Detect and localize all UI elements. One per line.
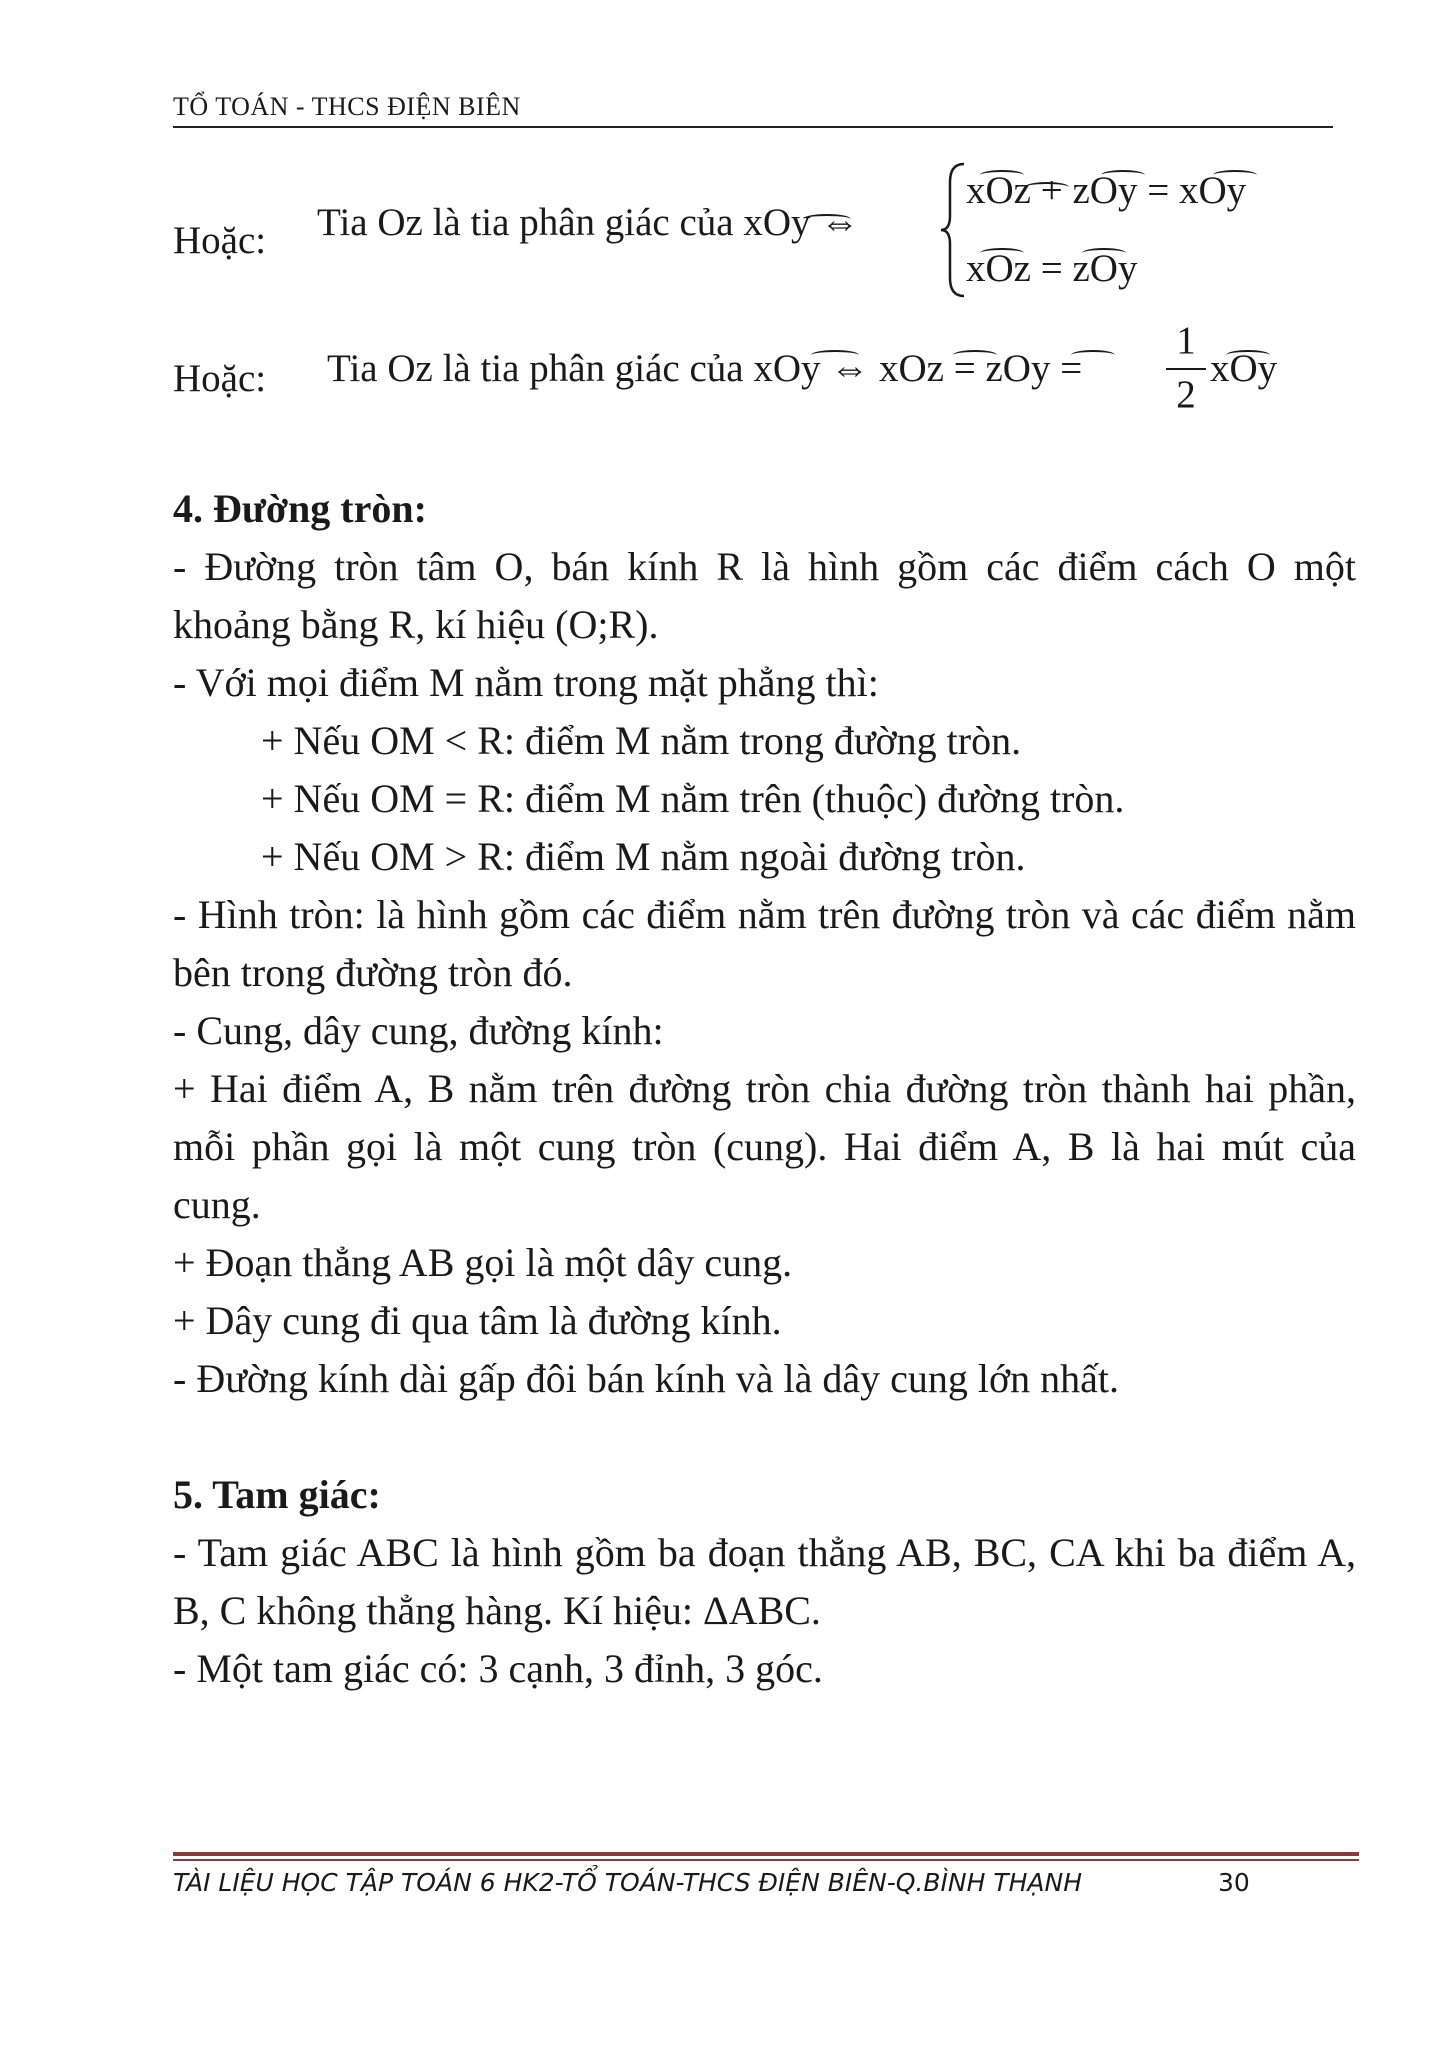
footer-rule: [173, 1852, 1359, 1856]
paragraph: + Nếu OM < R: điểm M nằm trong đường tròn.: [261, 718, 1022, 763]
paragraph: + Hai điểm A, B nằm trên đường tròn chia đường tròn thành hai phần, mỗi phần gọi là một cung tròn (cung). Hai điểm A, B là hai mút của cung.: [173, 1066, 1356, 1227]
angle-mark: [1071, 350, 1115, 360]
angle-mark: [1101, 170, 1145, 180]
left-brace-icon: [938, 160, 968, 300]
paragraph: + Nếu OM = R: điểm M nằm trên (thuộc) đường tròn.: [261, 776, 1125, 821]
paragraph: + Dây cung đi qua tâm là đường kính.: [173, 1298, 782, 1343]
fraction-bar: [1166, 368, 1206, 370]
footer-rule: [173, 1859, 1359, 1861]
fraction-denominator: 2: [1176, 373, 1196, 416]
formula1-label: Hoặc:: [173, 219, 267, 262]
angle-mark: [980, 170, 1024, 180]
page-header: [173, 88, 1333, 128]
paragraph: - Hình tròn: là hình gồm các điểm nằm trên đường tròn và các điểm nằm bên trong đường tròn đó.: [173, 892, 1356, 995]
fraction-numerator: 1: [1176, 319, 1196, 362]
formula2-label: Hoặc:: [173, 357, 267, 400]
page-number: 30: [1218, 1868, 1250, 1897]
angle-mark: [1082, 248, 1126, 258]
main-content: [173, 480, 1356, 1698]
section5-title: 5. Tam giác:: [173, 1472, 381, 1517]
angle-mark: [980, 248, 1024, 258]
paragraph: + Đoạn thẳng AB gọi là một dây cung.: [173, 1240, 793, 1285]
section4-title: 4. Đường tròn:: [173, 486, 427, 531]
formula2-rhs: xOy: [1210, 347, 1278, 390]
angle-mark: [1226, 350, 1270, 360]
header-text: TỔ TOÁN - THCS ĐIỆN BIÊN: [173, 92, 521, 121]
paragraph: - Đường kính dài gấp đôi bán kính và là dây cung lớn nhất.: [173, 1356, 1120, 1401]
formula1-lhs: Tia Oz là tia phân giác của xOy ⇔: [317, 201, 860, 244]
angle-mark: [953, 350, 997, 360]
paragraph: - Cung, dây cung, đường kính:: [173, 1008, 664, 1053]
formula2-lhs: Tia Oz là tia phân giác của xOy ⇔ xOz = zOy =: [327, 347, 1083, 390]
angle-mark: [811, 350, 859, 360]
paragraph: - Tam giác ABC là hình gồm ba đoạn thẳng AB, BC, CA khi ba điểm A, B, C không thẳng hàng. Kí hiệu: ΔABC.: [173, 1530, 1356, 1633]
angle-mark: [1213, 170, 1257, 180]
paragraph: - Một tam giác có: 3 cạnh, 3 đỉnh, 3 góc.: [173, 1646, 823, 1691]
angle-mark: [1025, 182, 1069, 192]
paragraph: + Nếu OM > R: điểm M nằm ngoài đường tròn.: [261, 834, 1026, 879]
paragraph: - Đường tròn tâm O, bán kính R là hình gồm các điểm cách O một khoảng bằng R, kí hiệu (O;R).: [173, 544, 1356, 647]
footer-text: TÀI LIỆU HỌC TẬP TOÁN 6 HK2-TỔ TOÁN-THCS ĐIỆN BIÊN-Q.BÌNH THẠNH: [173, 1868, 1083, 1897]
angle-mark: [803, 214, 851, 224]
paragraph: - Với mọi điểm M nằm trong mặt phẳng thì:: [173, 660, 879, 705]
formula1-line2: xOz = zOy: [966, 247, 1138, 290]
formula1-line1: xOz + zOy = xOy: [966, 169, 1247, 212]
